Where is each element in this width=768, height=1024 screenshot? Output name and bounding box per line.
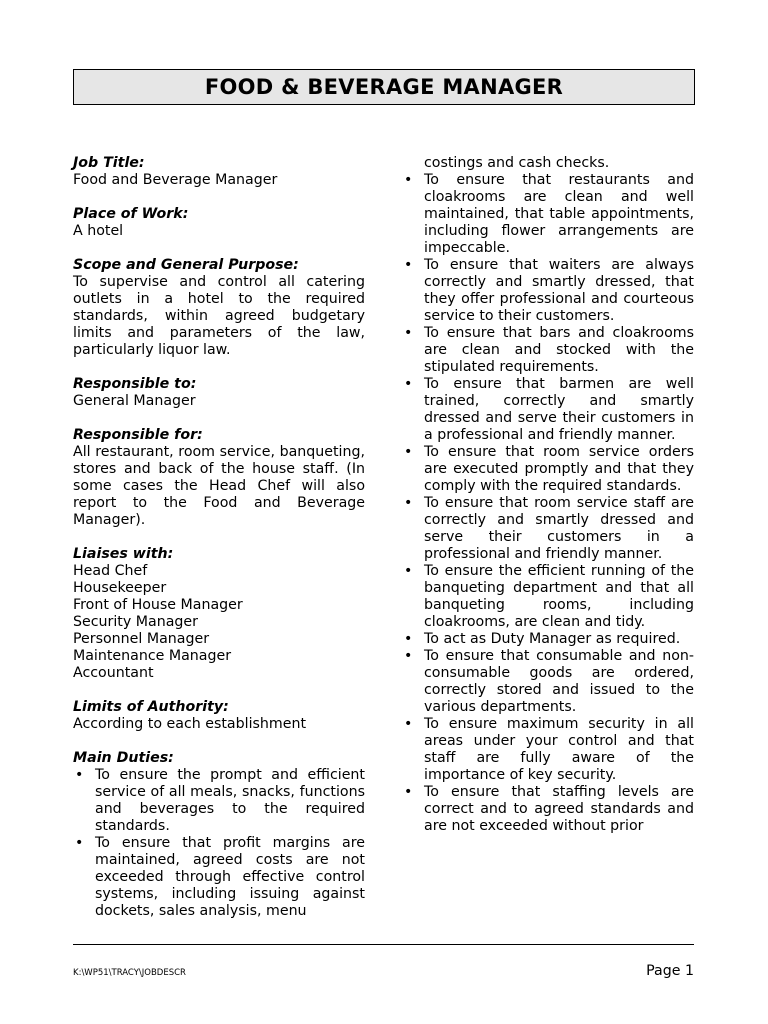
duty-item [402, 257, 694, 325]
place-of-work-text: A hotel [73, 223, 124, 239]
bullet-icon: • [404, 648, 413, 664]
duty-item [402, 325, 694, 376]
duty-text: To ensure that staffing levels are correct and to agreed standards and are not exceeded without prior [424, 784, 694, 834]
bullet-icon: • [75, 835, 84, 851]
list-item: Front of House Manager [73, 597, 243, 613]
bullet-icon: • [404, 716, 413, 732]
right-column [402, 155, 694, 835]
liaises-with-heading: Liaises with: [73, 546, 174, 562]
duty-item [73, 835, 365, 920]
duty-text: To ensure the efficient running of the banqueting department and that all banqueting rooms, including cloakrooms, are clean and tidy. [424, 563, 694, 630]
duty-item [402, 495, 694, 563]
bullet-icon: • [404, 257, 413, 273]
duty-continuation: costings and cash checks. [424, 155, 610, 171]
list-item: Head Chef [73, 563, 148, 579]
scope-text: To supervise and control all catering outlets in a hotel to the required standards, within agreed budgetary limits and parameters of the law, particularly liquor law. [73, 274, 365, 358]
page-number: Page 1 [646, 963, 694, 979]
duty-item [402, 631, 694, 648]
list-item: Housekeeper [73, 580, 167, 596]
duty-item [73, 767, 365, 835]
page-title: FOOD & BEVERAGE MANAGER [204, 75, 564, 99]
duty-item [402, 172, 694, 257]
liaises-with-list [73, 563, 365, 682]
duty-item [402, 716, 694, 784]
bullet-icon: • [404, 325, 413, 341]
bullet-icon: • [404, 172, 413, 188]
duty-text: To ensure that profit margins are maintained, agreed costs are not exceeded through effective control systems, including issuing against dockets, sales analysis, menu [95, 835, 365, 919]
bullet-icon: • [404, 376, 413, 392]
duty-item [402, 563, 694, 631]
left-column [73, 155, 365, 920]
title-box [73, 69, 695, 105]
place-of-work-heading: Place of Work: [73, 206, 189, 222]
duty-item [402, 444, 694, 495]
responsible-to-text: General Manager [73, 393, 196, 409]
list-item: Maintenance Manager [73, 648, 232, 664]
duty-text: To ensure that room service staff are correctly and smartly dressed and serve their customers in a professional and friendly manner. [424, 495, 694, 562]
responsible-to-heading: Responsible to: [73, 376, 197, 392]
main-duties-list-right [402, 172, 694, 835]
bullet-icon: • [404, 784, 413, 800]
duty-text: To ensure that bars and cloakrooms are clean and stocked with the stipulated requirements. [424, 325, 694, 375]
bullet-icon: • [404, 563, 413, 579]
footer-divider [73, 944, 694, 945]
duty-text: To ensure maximum security in all areas under your control and that staff are fully aware of the importance of key security. [424, 716, 694, 783]
list-item: Personnel Manager [73, 631, 210, 647]
job-title-heading: Job Title: [73, 155, 145, 171]
duty-text: To ensure that barmen are well trained, correctly and smartly dressed and serve their customers in a professional and friendly manner. [424, 376, 694, 443]
duty-text: To ensure the prompt and efficient service of all meals, snacks, functions and beverages to the required standards. [95, 767, 365, 834]
duty-text: To ensure that consumable and non-consumable goods are ordered, correctly stored and issued to the various departments. [424, 648, 694, 715]
duty-text: To act as Duty Manager as required. [424, 631, 681, 647]
duty-item [402, 784, 694, 835]
responsible-for-heading: Responsible for: [73, 427, 203, 443]
bullet-icon: • [404, 495, 413, 511]
duty-text: To ensure that room service orders are executed promptly and that they comply with the required standards. [424, 444, 694, 494]
list-item: Security Manager [73, 614, 198, 630]
limits-text: According to each establishment [73, 716, 307, 732]
duty-item [402, 376, 694, 444]
limits-heading: Limits of Authority: [73, 699, 229, 715]
job-title-text: Food and Beverage Manager [73, 172, 278, 188]
footer-file-path: K:\WP51\TRACY\JOBDESCR [73, 968, 186, 978]
responsible-for-text: All restaurant, room service, banqueting, stores and back of the house staff. (In some cases the Head Chef will also report to the Food and Beverage Manager). [73, 444, 365, 528]
scope-heading: Scope and General Purpose: [73, 257, 299, 273]
list-item: Accountant [73, 665, 154, 681]
duty-text: To ensure that waiters are always correctly and smartly dressed, that they offer professional and courteous service to their customers. [424, 257, 694, 324]
bullet-icon: • [404, 444, 413, 460]
main-duties-list-left [73, 767, 365, 920]
duty-item [402, 648, 694, 716]
bullet-icon: • [75, 767, 84, 783]
main-duties-heading: Main Duties: [73, 750, 174, 766]
duty-text: To ensure that restaurants and cloakrooms are clean and well maintained, that table appointments, including flower arrangements are impeccable. [424, 172, 694, 256]
bullet-icon: • [404, 631, 413, 647]
